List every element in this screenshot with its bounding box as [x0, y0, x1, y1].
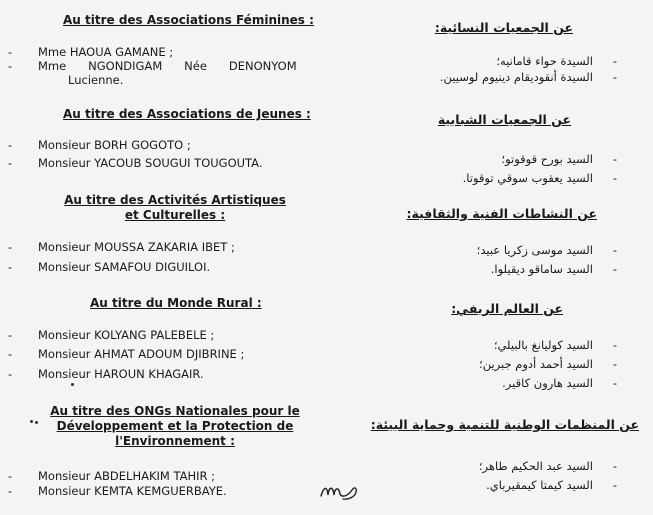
heading-associations-jeunes: Au titre des Associations de Jeunes : — [63, 107, 311, 121]
list-item: - السيد هارون كاقير. — [502, 376, 617, 390]
heading-ongs-nationales: Au titre des ONGs Nationales pour le Développement et la Protection de l'Environnement : — [50, 404, 300, 448]
list-item: - Monsieur BORH GOGOTO ; — [8, 138, 191, 152]
list-item: - السيد ساماقو ديقيلوا. — [490, 262, 617, 276]
list-item: - السيد بورح قوقوتو؛ — [501, 152, 617, 166]
heading-ar-ongs-nationales: عن المنظمات الوطنية للتنمية وحماية البيئة: — [370, 417, 639, 432]
scan-speck — [35, 421, 38, 424]
signature-initials-icon — [318, 478, 366, 504]
heading-ar-monde-rural: عن العالم الريفي: — [451, 301, 563, 316]
heading-associations-feminines: Au titre des Associations Féminines : — [63, 13, 314, 27]
list-item: - Monsieur ABDELHAKIM TAHIR ; — [8, 469, 216, 483]
list-item: - السيد عبد الحكيم طاهر؛ — [478, 459, 617, 473]
list-item: - Monsieur AHMAT ADOUM DJIBRINE ; — [8, 347, 245, 361]
list-item: - السيدة حواء قامانيه؛ — [496, 54, 617, 68]
list-item: - السيد كيمتا كيمقيرباي. — [486, 478, 617, 492]
list-item: - Mme NGONDIGAM Née DENONYOM — [8, 59, 297, 73]
list-item: - Monsieur YACOUB SOUGUI TOUGOUTA. — [8, 156, 263, 170]
list-item-continuation: Lucienne. — [68, 73, 124, 87]
list-item: - السيد موسى زكريا عبيد؛ — [476, 243, 617, 257]
heading-activites-artistiques: Au titre des Activités Artistiques et Culturelles : — [64, 193, 286, 222]
list-item: - السيد كوليانغ بالبيلي؛ — [493, 338, 617, 352]
heading-ar-associations-jeunes: عن الجمعيات الشبابية — [437, 112, 571, 127]
list-item: - Mme HAOUA GAMANE ; — [8, 45, 174, 59]
list-item: - Monsieur KOLYANG PALEBELE ; — [8, 328, 215, 342]
heading-ar-activites-artistiques: عن النشاطات الفنية والثقافية: — [406, 206, 597, 221]
scan-speck — [71, 383, 74, 386]
list-item: - Monsieur KEMTA KEMGUERBAYE. — [8, 484, 227, 498]
list-item: - السيد أحمد أدوم جبرين؛ — [479, 357, 617, 371]
list-item: - السيدة أنقوديقام دينيوم لوسيين. — [439, 70, 617, 84]
heading-monde-rural: Au titre du Monde Rural : — [90, 296, 262, 310]
scan-speck — [30, 420, 33, 423]
arabic-column — [350, 0, 653, 515]
list-item: - Monsieur SAMAFOU DIGUILOI. — [8, 260, 211, 274]
heading-ar-associations-feminines: عن الجمعيات النسائية: — [434, 20, 573, 35]
list-item: - Monsieur HAROUN KHAGAIR. — [8, 367, 204, 381]
list-item: - Monsieur MOUSSA ZAKARIA IBET ; — [8, 240, 235, 254]
list-item: - السيد يعقوب سوقي توقوتا. — [462, 171, 617, 185]
